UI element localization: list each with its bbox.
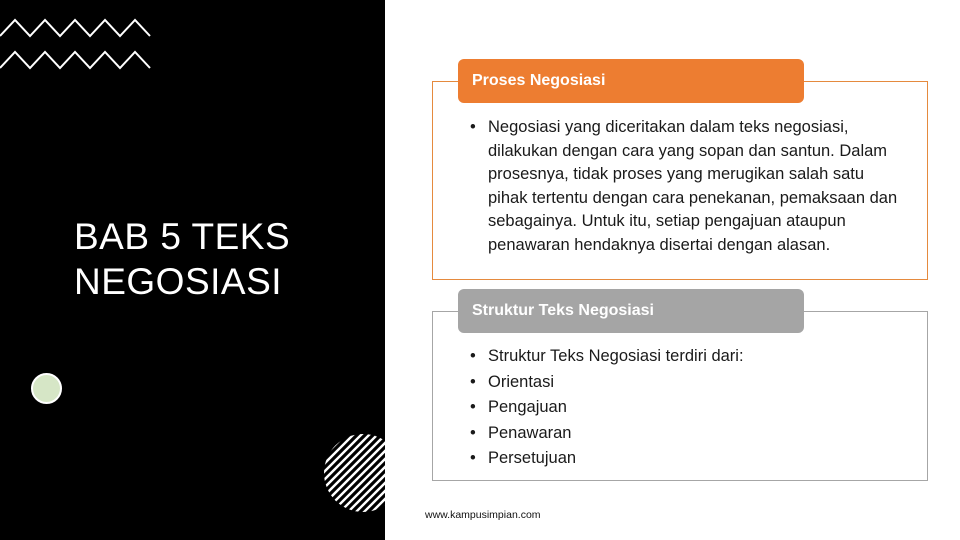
slide-title [74, 214, 374, 304]
slide-title-line2: NEGOSIASI [74, 261, 283, 302]
striped-circle-icon [323, 433, 385, 513]
list-item: • Negosiasi yang diceritakan dalam teks negosiasi, dilakukan dengan cara yang sopan dan santun. Dalam prosesnya, tidak proses yang merugikan salah satu pihak tertentu dengan cara penekanan, pemaksaan dan sebagainya. Untuk itu, setiap pengajuan ataupun penawaran hendaknya disertai dengan alasan. [468, 116, 908, 257]
proses-negosiasi-list [468, 116, 908, 257]
left-panel [0, 0, 385, 540]
footer-url: www.kampusimpian.com [425, 509, 541, 521]
list-item: • Pengajuan [468, 395, 908, 421]
list-item: • Orientasi [468, 370, 908, 396]
list-item: • Penawaran [468, 421, 908, 447]
struktur-teks-list [468, 344, 908, 472]
slide-title-line1: BAB 5 TEKS [74, 216, 291, 257]
list-item: • Struktur Teks Negosiasi terdiri dari: [468, 344, 908, 370]
list-item: • Persetujuan [468, 446, 908, 472]
zigzag-decoration-icon [0, 12, 160, 77]
struktur-teks-header: Struktur Teks Negosiasi [458, 289, 804, 333]
proses-negosiasi-header: Proses Negosiasi [458, 59, 804, 103]
green-circle-icon [31, 373, 62, 404]
